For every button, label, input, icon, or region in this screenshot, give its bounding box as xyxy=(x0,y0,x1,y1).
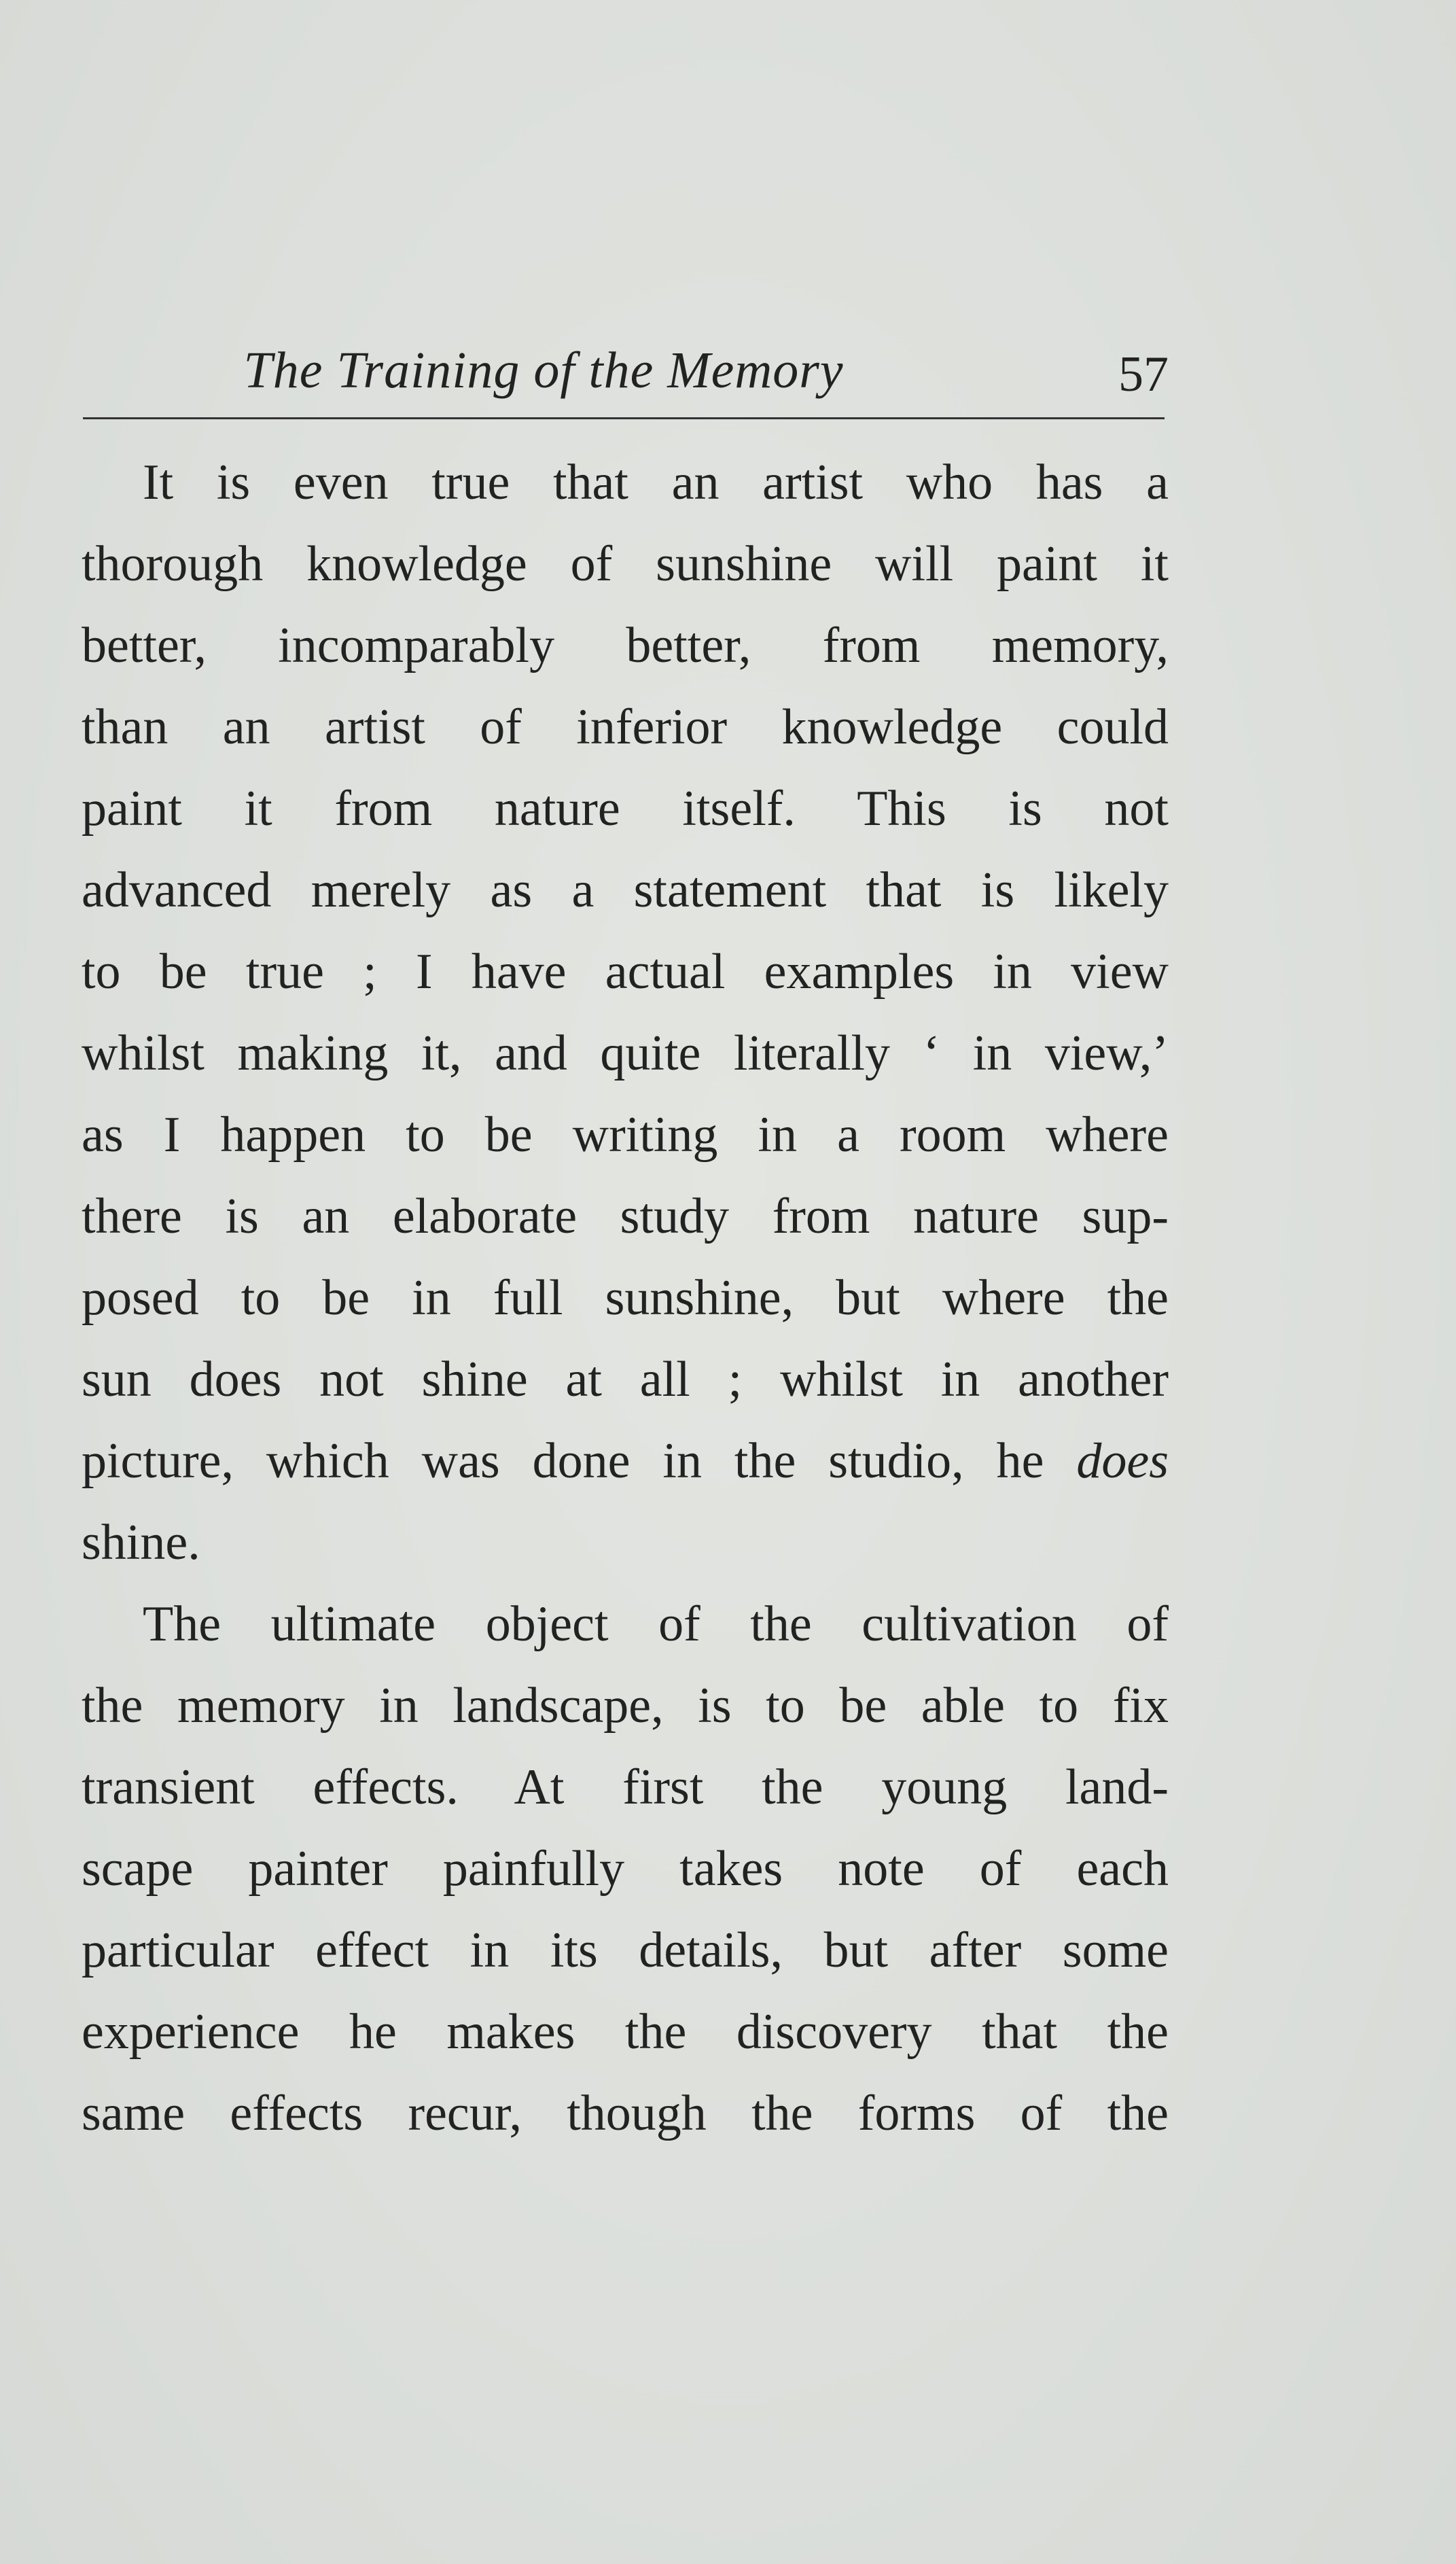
text-line: scape painter painfully takes note of each xyxy=(82,1841,1169,1897)
text-line: shine. xyxy=(82,1515,200,1570)
text-line: sun does not shine at all ; whilst in another xyxy=(82,1352,1169,1407)
emphasis-word: does xyxy=(1076,1433,1169,1489)
text-line: experience he makes the discovery that the xyxy=(82,2004,1169,2060)
text-line: than an artist of inferior knowledge could xyxy=(82,699,1169,755)
text-line: advanced merely as a statement that is likely xyxy=(82,862,1169,918)
text-line: posed to be in full sunshine, but where the xyxy=(82,1270,1169,1326)
text-line-with-emphasis xyxy=(82,1420,1169,1502)
text-line: there is an elaborate study from nature sup- xyxy=(82,1189,1169,1244)
header-rule xyxy=(83,417,1165,419)
paragraph-2 xyxy=(82,1583,1169,2154)
text-line: particular effect in its details, but after some xyxy=(82,1922,1169,1978)
text-line: paint it from nature itself. This is not xyxy=(82,781,1169,837)
line-text: picture, which was done in the studio, he xyxy=(82,1433,1044,1489)
text-line: whilst making it, and quite literally ‘ in view,’ xyxy=(82,1025,1169,1081)
text-line: thorough knowledge of sunshine will paint it xyxy=(82,536,1169,592)
text-line: the memory in landscape, is to be able to fix xyxy=(82,1678,1169,1734)
body-text xyxy=(82,442,1169,2154)
text-line: as I happen to be writing in a room where xyxy=(82,1107,1169,1163)
running-title: The Training of the Memory xyxy=(243,342,844,399)
page-number: 57 xyxy=(1118,347,1169,402)
running-head xyxy=(82,326,1169,408)
text-line: It is even true that an artist who has a xyxy=(143,455,1169,510)
text-line: to be true ; I have actual examples in view xyxy=(82,944,1169,1000)
text-line: better, incomparably better, from memory, xyxy=(82,618,1169,673)
paragraph-1 xyxy=(82,442,1169,1583)
text-line: transient effects. At first the young land- xyxy=(82,1759,1169,1815)
text-line: The ultimate object of the cultivation of xyxy=(143,1596,1169,1652)
text-line: same effects recur, though the forms of the xyxy=(82,2086,1169,2141)
